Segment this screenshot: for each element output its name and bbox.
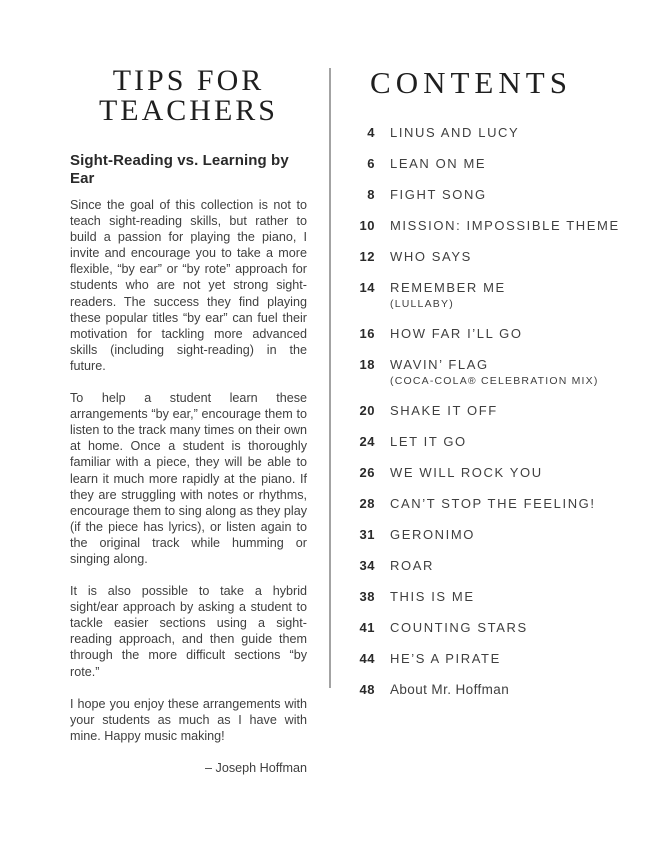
toc-entry — [352, 250, 624, 264]
tips-paragraph: It is also possible to take a hybrid sight/ear approach by asking a student to tackle easier sections using a sight-reading approach, and then guide them through the more difficult sections “by rote.” — [70, 584, 307, 679]
toc-title: GERONIMO — [390, 527, 476, 542]
toc-page-number: 14 — [359, 280, 375, 295]
toc-subtitle: (LULLABY) — [390, 298, 454, 310]
toc-title-group — [390, 683, 509, 697]
toc-page-number: 38 — [359, 589, 375, 604]
toc-page-number: 34 — [359, 558, 375, 573]
toc-entry — [352, 683, 624, 697]
contents-column — [352, 66, 624, 714]
toc-title-group — [390, 652, 501, 666]
toc-title: HE’S A PIRATE — [390, 651, 501, 666]
toc-entry — [352, 219, 624, 233]
toc-title-group — [390, 250, 472, 264]
toc-title: COUNTING STARS — [390, 620, 528, 635]
toc-title: FIGHT SONG — [390, 187, 487, 202]
toc-entry — [352, 528, 624, 542]
toc-page-number: 12 — [359, 249, 375, 264]
toc-page-number: 16 — [359, 326, 375, 341]
toc-title: MISSION: IMPOSSIBLE THEME — [390, 218, 620, 233]
toc-title: ROAR — [390, 558, 434, 573]
toc-title: LEAN ON ME — [390, 156, 487, 171]
toc-page-number: 31 — [359, 527, 375, 542]
toc-title: WHO SAYS — [390, 249, 472, 264]
toc-page-number: 44 — [359, 651, 375, 666]
toc-entry — [352, 435, 624, 449]
toc-page-number: 10 — [359, 218, 375, 233]
toc-title: REMEMBER ME — [390, 280, 506, 295]
toc-entry — [352, 652, 624, 666]
toc-page-number: 48 — [359, 682, 375, 697]
tips-title-line2: TEACHERS — [98, 94, 278, 127]
toc-title-group — [390, 621, 528, 635]
toc-title-group — [390, 497, 596, 511]
toc-title-group — [390, 358, 599, 387]
toc-title-group — [390, 188, 487, 202]
toc-page-number: 28 — [359, 496, 375, 511]
toc-page-number: 18 — [359, 357, 375, 372]
toc-entry — [352, 157, 624, 171]
toc-title: About Mr. Hoffman — [390, 682, 510, 697]
toc-title: WAVIN’ FLAG — [390, 357, 489, 372]
toc-page-number: 41 — [359, 620, 375, 635]
toc-title-group — [390, 559, 434, 573]
toc-title-group — [390, 590, 475, 604]
toc-title: THIS IS ME — [390, 589, 475, 604]
toc-entry — [352, 281, 624, 310]
toc-page-number: 20 — [359, 403, 375, 418]
tips-title — [70, 66, 307, 126]
toc-title-group — [390, 219, 620, 233]
toc-title: HOW FAR I’LL GO — [390, 326, 523, 341]
toc-entry — [352, 466, 624, 480]
contents-title: CONTENTS — [370, 65, 572, 100]
toc-title: SHAKE IT OFF — [390, 403, 498, 418]
toc-title: WE WILL ROCK YOU — [390, 465, 543, 480]
toc-entry — [352, 621, 624, 635]
toc-title-group — [390, 126, 519, 140]
toc-title-group — [390, 281, 506, 310]
toc-page-number: 24 — [359, 434, 375, 449]
toc-title: LET IT GO — [390, 434, 467, 449]
column-divider — [329, 68, 331, 688]
toc-entry — [352, 327, 624, 341]
toc-page-number: 8 — [367, 187, 375, 202]
tips-paragraph: I hope you enjoy these arrangements with your students as much as I have with mine. Happy music making! — [70, 696, 307, 743]
toc-entry — [352, 590, 624, 604]
author-signature: – Joseph Hoffman — [205, 760, 307, 775]
toc-title: CAN’T STOP THE FEELING! — [390, 496, 596, 511]
toc-subtitle: (COCA-COLA® CELEBRATION MIX) — [390, 375, 599, 387]
toc-entry — [352, 188, 624, 202]
toc-title-group — [390, 466, 543, 480]
tips-title-line1: TIPS FOR — [112, 64, 265, 97]
toc-page-number: 26 — [359, 465, 375, 480]
toc-page-number: 4 — [367, 125, 375, 140]
tips-paragraphs — [70, 197, 307, 744]
toc-title-group — [390, 528, 475, 542]
tips-column — [70, 66, 307, 776]
toc-title: LINUS AND LUCY — [390, 125, 520, 140]
toc-title-group — [390, 157, 486, 171]
tips-paragraph: To help a student learn these arrangements “by ear,” encourage them to listen to the track many times on their own at home. Once a student is thoroughly familiar with a piece, they will be able to learn it much more rapidly at the piano. If they are struggling with notes or rhythms, encourage them to sing along as they play (if the piece has lyrics), or listen again to the original track while humming or singing along. — [70, 391, 307, 566]
toc-entry — [352, 497, 624, 511]
toc-entry — [352, 404, 624, 418]
tips-paragraph: Since the goal of this collection is not to teach sight-reading skills, but rather to build a passion for playing the piano, I invite and encourage you to take a more flexible, “by ear” or “by rote” approach for students who are not yet strong sight-readers. The success they find playing these popular titles “by ear” can fuel their motivation for tackling more advanced skills (including sight-reading) in the future. — [70, 198, 307, 373]
toc-entry — [352, 559, 624, 573]
toc-title-group — [390, 404, 498, 418]
toc-page-number: 6 — [367, 156, 375, 171]
tips-section-heading: Sight-Reading vs. Learning by Ear — [70, 152, 289, 187]
toc-entry — [352, 358, 624, 387]
toc-entry — [352, 126, 624, 140]
toc-list — [352, 126, 624, 697]
toc-title-group — [390, 327, 523, 341]
toc-title-group — [390, 435, 467, 449]
